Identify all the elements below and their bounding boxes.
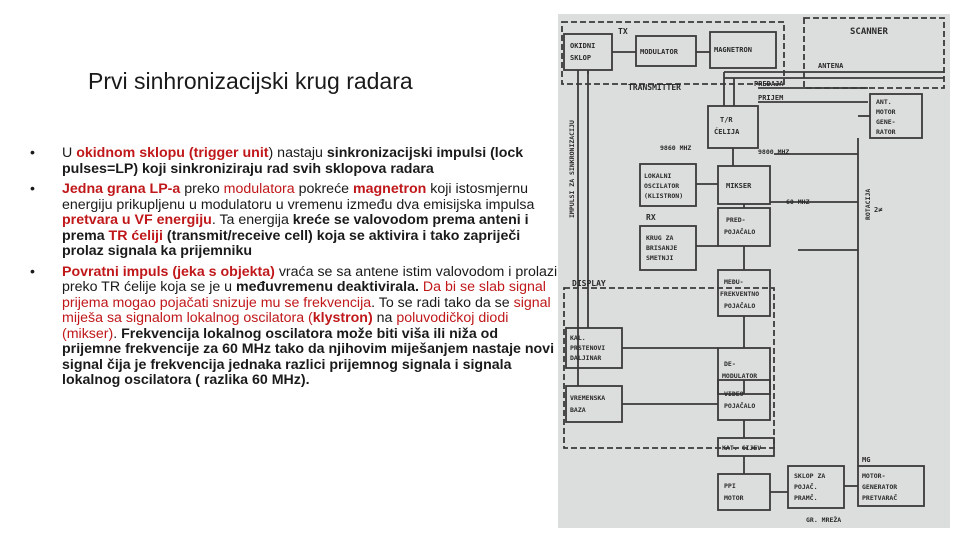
bullet-text-segment: koji istosmjernu energiju prikupljenu u modulatoru u vremenu između dva emisijska impulsa: [62, 181, 535, 213]
if-label-1: MEĐU-: [724, 278, 744, 286]
block-diagram-svg: [558, 14, 950, 528]
bullet-item-echo: [30, 265, 558, 389]
mikser-label: MIKSER: [726, 182, 752, 190]
tx-label: TX: [618, 27, 628, 36]
bullet-item-magnetron: [30, 182, 558, 260]
bullet-text-segment: (transmit/receive cell) koja se aktivira i tako zapriječi prolaz signala ka prijemniku: [62, 227, 521, 259]
bullet-text-segment: sinkronizacijski impulsi (lock pulses=LP) koji sinkroniziraju rad svih sklopova radara: [62, 145, 524, 177]
brisanje-label-2: BRISANJE: [646, 244, 678, 252]
bearing-label-1: SKLOP ZA: [794, 472, 826, 480]
ppi-label-1: PPI: [724, 482, 736, 490]
bullet-text-segment: poluvodičkoj diodi (mikser): [62, 310, 509, 342]
bullet-text-segment: međuvremenu deaktivirala.: [236, 279, 419, 295]
bullet-text-segment: Jedna grana LP-a: [62, 181, 181, 197]
bullet-text-segment: ) nastaju: [268, 145, 327, 161]
baza-label-2: BAZA: [570, 406, 586, 414]
bullet-text-segment: na: [372, 310, 397, 326]
bullet-text-segment: TR ćeliji: [108, 227, 163, 244]
predaja-label: PREDAJA: [754, 80, 784, 88]
preamp-label-1: PRED-: [726, 216, 746, 224]
preamp-box: [718, 208, 770, 246]
bullet-text-segment: pretvara u VF energiju: [62, 212, 212, 228]
bullet-text-segment: preko: [180, 181, 224, 197]
bullet-text-segment: Povratni impuls (jeka s objekta): [62, 263, 275, 280]
okidni-sklop-box: [564, 34, 612, 70]
bullet-text-segment: signal miješa sa signalom lokalnog oscilatora (: [62, 294, 551, 326]
bullet-text-segment: . To se radi tako da se: [371, 294, 514, 311]
scanner-label: SCANNER: [850, 27, 888, 37]
bullet-text-segment: Frekvencija lokalnog oscilatora može biti viša ili niža od prijemne frekvencije za 60 MHz tako da njihovim miješanjem nastaje novi signal čija je frekvencija jednaka razlici prijemnog signala i signala lokalnog oscilatora ( razlika 60 MHz).: [62, 325, 555, 388]
bullet-list: [30, 146, 558, 394]
okidni-label-2: SKLOP: [570, 54, 592, 62]
lo-label-2: OSCILATOR: [644, 182, 680, 190]
bullet-text-segment: magnetron: [353, 181, 427, 197]
modulator-label: MODULATOR: [640, 48, 678, 56]
preamp-label-2: POJAČALO: [724, 228, 756, 236]
brisanje-label-1: KRUG ZA: [646, 234, 674, 242]
lo-label-3: (KLISTRON): [644, 192, 684, 200]
baza-label-1: VREMENSKA: [570, 394, 606, 402]
demod-label-2: MODULATOR: [722, 372, 758, 380]
bullet-text-segment: . Ta energija: [211, 212, 293, 228]
video-label-1: VIDEO: [724, 390, 744, 398]
impulsi-label: IMPULSI ZA SINKRONIZACIJU: [568, 120, 576, 218]
freq-9800-label: 9800 MHZ: [758, 148, 790, 156]
lo-label-1: LOKALNI: [644, 172, 672, 180]
if-label-2: FREKVENTNO: [720, 290, 760, 298]
bullet-text-segment: klystron): [312, 310, 373, 326]
ant-label-3: GENE-: [876, 118, 896, 126]
if-label-3: POJAČALO: [724, 302, 756, 310]
ant-label-1: ANT.: [876, 98, 892, 106]
kal-label-2: PRSTENOVI: [570, 344, 606, 352]
radar-block-diagram: [558, 14, 950, 528]
mreza-label: GR. MREŽA: [806, 516, 842, 524]
tr-label-1: T/R: [720, 116, 733, 124]
kal-label-3: DALJINAR: [570, 354, 602, 362]
bullet-text-segment: modulatora: [223, 181, 295, 197]
bearing-label-2: POJAČ.: [794, 483, 818, 491]
ant-label-4: RATOR: [876, 128, 896, 136]
kal-label-1: KAL.: [570, 334, 586, 342]
ppi-label-2: MOTOR: [724, 494, 744, 502]
bullet-text-segment: vraća se sa antene istim valovodom i prolazi preko TR ćelije koja se je u: [62, 263, 558, 295]
transmitter-label: TRANSMITTER: [628, 83, 681, 92]
prijem-label: PRIJEM: [758, 94, 784, 102]
tr-label-2: ĆELIJA: [714, 128, 740, 136]
freq-9860-label: 9860 MHZ: [660, 144, 692, 152]
tr-cell-box: [708, 106, 758, 148]
bullet-text-segment: okidnom sklopu (trigger unit: [76, 145, 269, 161]
bullet-text-segment: Da bi se slab signal prijema mogao pojačati snizuje mu se frekvencija: [62, 279, 546, 311]
bullet-text-segment: kreće se valovodom prema anteni i prema: [62, 212, 529, 244]
freq-60-label: 60 MHZ: [786, 198, 810, 206]
crt-label: KAT. CIJEV: [722, 444, 762, 452]
antena-label: ANTENA: [818, 62, 844, 70]
time-base-box: [566, 386, 622, 422]
code-2-label: 2≠: [874, 206, 883, 214]
video-label-2: POJAČALO: [724, 402, 756, 410]
rotacija-label: ROTACIJA: [864, 188, 872, 220]
slide-title: Prvi sinhronizacijski krug radara: [88, 68, 413, 94]
magnetron-label: MAGNETRON: [714, 46, 752, 54]
okidni-label-1: OKIDNI: [570, 42, 596, 50]
ant-label-2: MOTOR: [876, 108, 896, 116]
mg-label-3: PRETVARAČ: [862, 494, 898, 502]
bullet-text-segment: .: [113, 325, 122, 342]
mg-label-2: GENERATOR: [862, 483, 898, 491]
rx-label: RX: [646, 213, 656, 222]
ppi-motor-box: [718, 474, 770, 510]
bullet-text-segment: pokreće: [294, 181, 353, 197]
brisanje-label-3: SMETNJI: [646, 254, 674, 262]
mg-label: MG: [862, 456, 871, 464]
demod-label-1: DE-: [724, 360, 736, 368]
bearing-label-3: PRAMČ.: [794, 494, 818, 502]
mg-label-1: MOTOR-: [862, 472, 886, 480]
display-label: DISPLAY: [572, 279, 606, 288]
bullet-item-trigger: [30, 146, 558, 177]
bullet-text-segment: U: [62, 145, 77, 161]
